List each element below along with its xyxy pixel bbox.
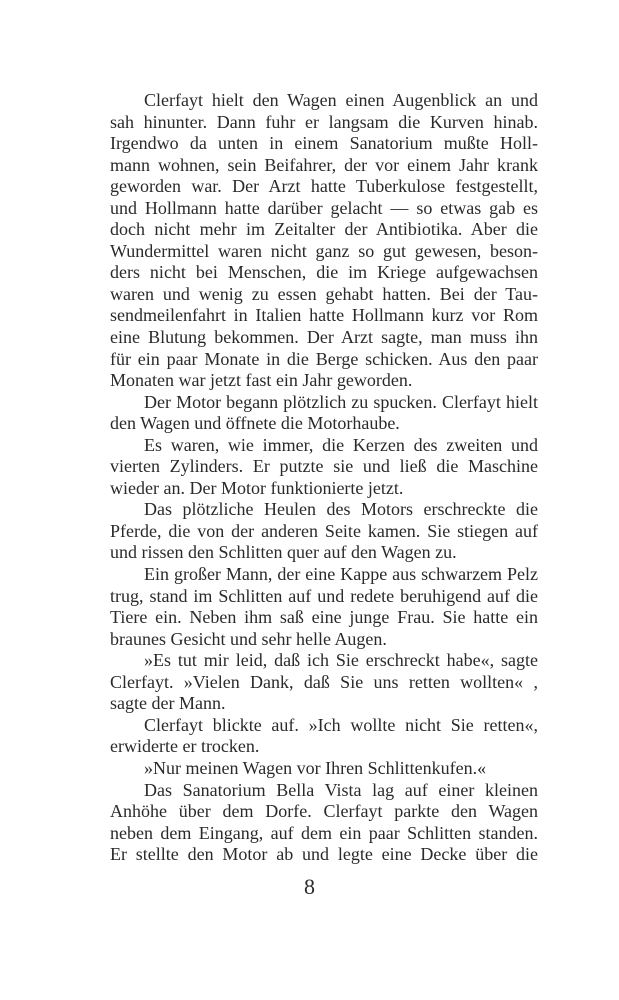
text-line: Das Sanatorium Bella Vista lag auf einer kleinen <box>144 779 538 800</box>
text-line: wieder an. Der Motor funktionierte jetzt. <box>110 477 404 498</box>
text-line: Irgendwo da unten in einem Sanatorium mußte Holl- <box>110 133 538 154</box>
text-line: Tiere ein. Neben ihm saß eine junge Frau. Sie hatte ein <box>110 607 538 628</box>
paragraph <box>110 90 538 392</box>
text-line: eine Blutung bekommen. Der Arzt sagte, man muss ihn <box>110 327 538 348</box>
text-line: sendmeilenfahrt in Italien hatte Hollmann kurz vor Rom <box>110 305 538 326</box>
text-line: und Hollmann hatte darüber gelacht — so etwas gab es <box>110 197 538 218</box>
text-line: Pferde, die von der anderen Seite kamen. Sie stiegen auf <box>110 520 538 541</box>
text-line: erwiderte er trocken. <box>110 736 260 757</box>
paragraph <box>110 715 538 758</box>
text-line: Anhöhe über dem Dorfe. Clerfayt parkte den Wagen <box>110 801 538 822</box>
text-line: für ein paar Monate in die Berge schicken. Aus den paar <box>110 348 538 369</box>
text-line: neben dem Eingang, auf dem ein paar Schlitten standen. <box>110 822 538 843</box>
paragraph <box>110 564 538 650</box>
text-line: trug, stand im Schlitten auf und redete beruhigend auf die <box>110 585 538 606</box>
page-number: 8 <box>304 874 315 899</box>
text-line: Clerfayt. »Vielen Dank, daß Sie uns retten wollten« , <box>110 671 538 692</box>
paragraph <box>110 758 538 780</box>
text-line: geworden war. Der Arzt hatte Tuberkulose festgestellt, <box>110 176 538 197</box>
text-line: Wundermittel waren nicht ganz so gut gewesen, beson- <box>110 240 538 261</box>
text-line: braunes Gesicht und sehr helle Augen. <box>110 628 387 649</box>
paragraph <box>110 650 538 715</box>
text-line: Das plötzliche Heulen des Motors erschreckte die <box>144 499 538 520</box>
text-line: Der Motor begann plötzlich zu spucken. Clerfayt hielt <box>144 391 538 412</box>
paragraph <box>110 780 538 866</box>
text-line: »Nur meinen Wagen vor Ihren Schlittenkufen.« <box>144 757 487 778</box>
text-line: Es waren, wie immer, die Kerzen des zweiten und <box>144 434 538 455</box>
text-line: Monaten war jetzt fast ein Jahr geworden. <box>110 370 413 391</box>
text-line: »Es tut mir leid, daß ich Sie erschreckt habe«, sagte <box>144 650 538 671</box>
text-line: Er stellte den Motor ab und legte eine Decke über die <box>110 844 538 865</box>
book-page-text <box>110 90 538 866</box>
paragraph <box>110 435 538 500</box>
text-line: Ein großer Mann, der eine Kappe aus schwarzem Pelz <box>144 564 538 585</box>
paragraph <box>110 499 538 564</box>
text-line: ders nicht bei Menschen, die im Kriege aufgewachsen <box>110 262 538 283</box>
text-line: sagte der Mann. <box>110 693 226 714</box>
text-line: sah hinunter. Dann fuhr er langsam die Kurven hinab. <box>110 111 538 132</box>
text-line: und rissen den Schlitten quer auf den Wagen zu. <box>110 542 457 563</box>
paragraph <box>110 392 538 435</box>
text-line: Clerfayt blickte auf. »Ich wollte nicht Sie retten«, <box>144 714 538 735</box>
text-line: vierten Zylinders. Er putzte sie und ließ die Maschine <box>110 456 538 477</box>
text-line: doch nicht mehr im Zeitalter der Antibiotika. Aber die <box>110 219 538 240</box>
text-line: Clerfayt hielt den Wagen einen Augenblick an und <box>144 90 538 110</box>
text-line: waren und wenig zu essen gehabt hatten. Bei der Tau- <box>110 283 538 304</box>
text-line: mann wohnen, sein Beifahrer, der vor einem Jahr krank <box>110 154 538 175</box>
text-line: den Wagen und öffnete die Motorhaube. <box>110 413 400 434</box>
